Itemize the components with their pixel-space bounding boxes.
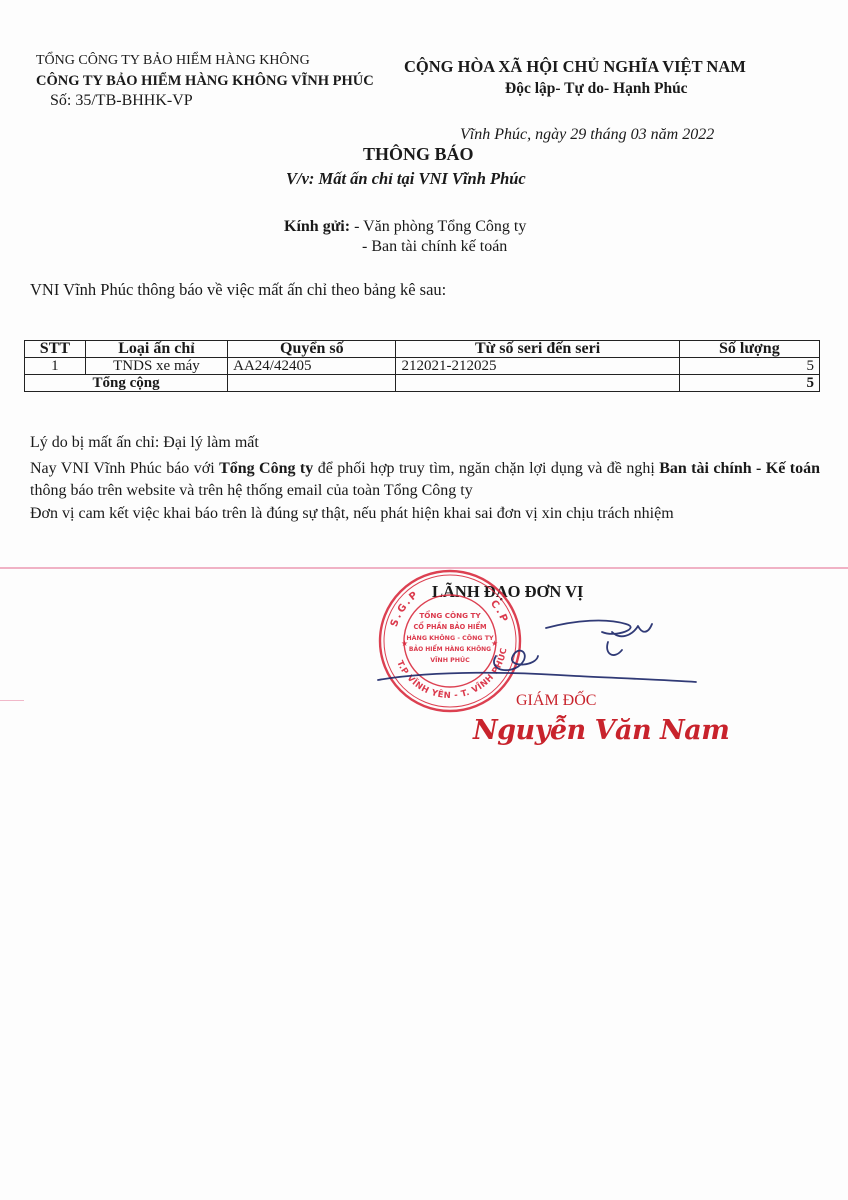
- notice-title: THÔNG BÁO: [363, 144, 474, 164]
- recipients: [284, 215, 526, 238]
- loss-reason: Lý do bị mất ấn chỉ: Đại lý làm mất: [30, 434, 259, 451]
- cell-book: AA24/42405: [228, 358, 396, 375]
- place-date: Vĩnh Phúc, ngày 29 tháng 03 năm 2022: [460, 126, 715, 143]
- total-empty-book: [228, 375, 396, 392]
- svg-text:VĨNH PHÚC: VĨNH PHÚC: [430, 657, 470, 664]
- request-bold-2: Ban tài chính - Kế toán: [659, 460, 820, 477]
- recipient-2: - Ban tài chính kế toán: [362, 238, 508, 255]
- table-header-row: [25, 341, 820, 358]
- director-position: GIÁM ĐỐC: [516, 692, 597, 709]
- table-total-row: [25, 375, 820, 392]
- intro-text: VNI Vĩnh Phúc thông báo về việc mất ấn chỉ theo bảng kê sau:: [30, 280, 447, 299]
- nation-title: CỘNG HÒA XÃ HỘI CHỦ NGHĨA VIỆT NAM: [404, 57, 746, 76]
- svg-text:★: ★: [491, 639, 499, 648]
- national-motto: Độc lập- Tự do- Hạnh Phúc: [505, 80, 688, 97]
- svg-text:C.P: C.P: [487, 598, 510, 626]
- svg-text:★: ★: [401, 639, 409, 648]
- request-text-3: thông báo trên website và trên hệ thống email của toàn Tổng Công ty: [30, 482, 473, 499]
- col-header-stt: STT: [25, 341, 86, 358]
- total-empty-serial: [396, 375, 679, 392]
- parent-company: TỔNG CÔNG TY BẢO HIỂM HÀNG KHÔNG: [36, 53, 310, 68]
- svg-text:CỔ PHẦN BẢO HIỂM: CỔ PHẦN BẢO HIỂM: [413, 623, 487, 631]
- recipient-1: - Văn phòng Tổng Công ty: [354, 218, 527, 235]
- total-qty: 5: [679, 375, 819, 392]
- svg-text:BẢO HIỂM HÀNG KHÔNG: BẢO HIỂM HÀNG KHÔNG: [408, 646, 492, 653]
- svg-text:HÀNG KHÔNG - CÔNG TY: HÀNG KHÔNG - CÔNG TY: [406, 635, 494, 642]
- request-text-1: Nay VNI Vĩnh Phúc báo với: [30, 460, 220, 477]
- document-number: Số: 35/TB-BHHK-VP: [50, 92, 193, 109]
- col-header-book: Quyển số: [228, 341, 396, 358]
- total-label: Tổng cộng: [25, 375, 228, 392]
- recipients-label: Kính gửi:: [284, 218, 351, 235]
- col-header-serial: Từ số seri đến seri: [396, 341, 679, 358]
- request-bold-1: Tổng Công ty: [219, 460, 314, 477]
- col-header-qty: Số lượng: [679, 341, 819, 358]
- cell-stt: 1: [25, 358, 86, 375]
- director-name: Nguyễn Văn Nam: [473, 715, 730, 746]
- cell-type: TNDS xe máy: [85, 358, 227, 375]
- request-paragraph: [30, 458, 820, 502]
- company-name: CÔNG TY BẢO HIỂM HÀNG KHÔNG VĨNH PHÚC: [36, 73, 374, 89]
- table-row: [25, 358, 820, 375]
- handwritten-signature: [376, 610, 698, 690]
- cell-serial: 212021-212025: [396, 358, 679, 375]
- signature-title: LÃNH ĐẠO ĐƠN VỊ: [432, 582, 584, 601]
- cell-qty: 5: [679, 358, 819, 375]
- commitment-text: Đơn vị cam kết việc khai báo trên là đúng sự thật, nếu phát hiện khai sai đơn vị xin chịu trách nhiệm: [30, 505, 674, 522]
- notice-subject: V/v: Mất ấn chỉ tại VNI Vĩnh Phúc: [286, 169, 526, 188]
- lost-receipts-table: [24, 340, 820, 392]
- col-header-type: Loại ấn chỉ: [85, 341, 227, 358]
- svg-text:TỔNG CÔNG TY: TỔNG CÔNG TY: [419, 611, 481, 620]
- svg-text:T.P VĨNH YÊN - T. VĨNH PHÚC: T.P VĨNH YÊN - T. VĨNH PHÚC: [394, 646, 510, 702]
- margin-mark: [0, 700, 24, 701]
- request-text-2: để phối hợp truy tìm, ngăn chặn lợi dụng và đề nghị: [313, 460, 660, 477]
- svg-text:S.G.P: S.G.P: [388, 588, 422, 629]
